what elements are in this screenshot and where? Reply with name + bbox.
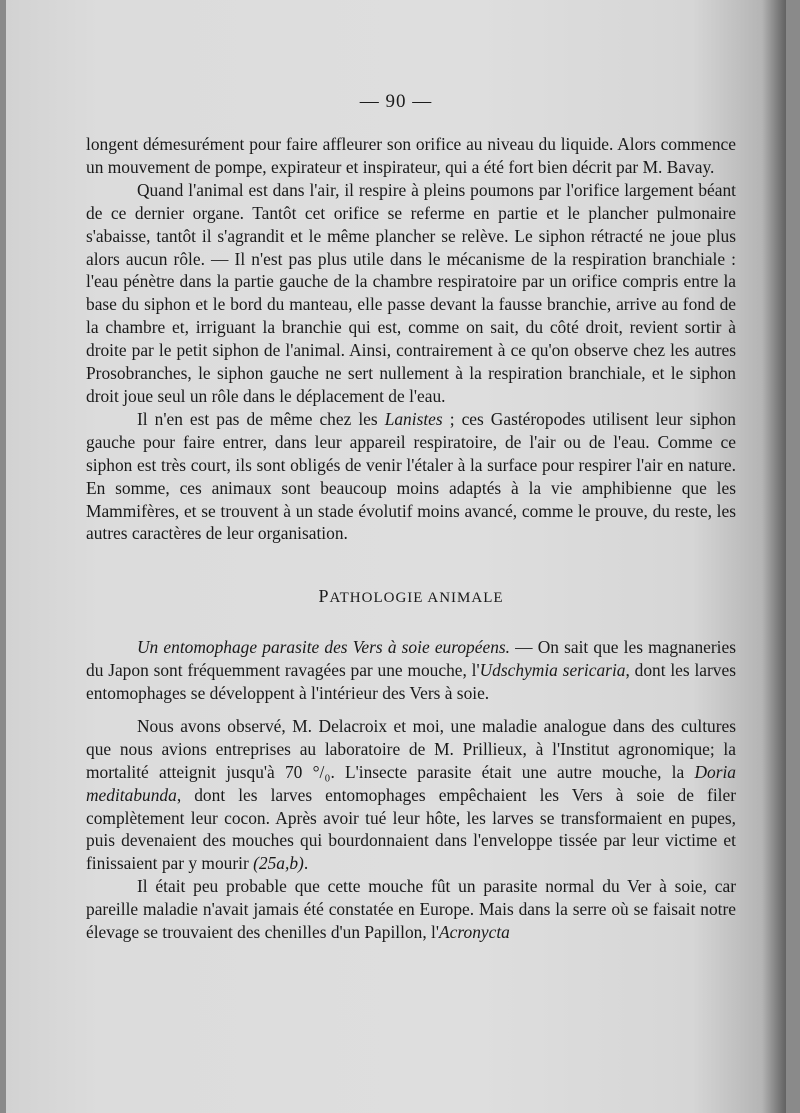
paragraph-3 <box>86 408 736 545</box>
heading-initial: P <box>318 586 330 607</box>
body-text <box>86 133 736 944</box>
paragraph-4 <box>86 636 736 705</box>
p4-text-a: — On sait que les magnaneries du Japon sont fréquemment ravagées par une mouche, l' <box>86 637 737 681</box>
reference-mark: (25a,b) <box>253 853 304 874</box>
p5-text-b: , dont les larves entomophages empêchaient les Vers à soie de filer complètement leur cocon. Après avoir tué leur hôte, les larves se transformaient en pupes, puis devenaient des mouches qui bourdonnaient dans l'enveloppe tissée par leur victime et finissaient par y mourir <box>86 784 736 874</box>
p3-text-a: Il n'en est pas de même chez les <box>137 408 385 429</box>
paragraph-2: Quand l'animal est dans l'air, il respire à pleins poumons par l'orifice largement béant de ce dernier organe. Tantôt cet orifice se referme en partie et le plancher pulmonaire s'abaisse, tantôt il s'agrandit et le même plancher se relève. Le siphon rétracté ne joue plus alors aucun rôle. — Il n'est pas plus utile dans le mécanisme de la respiration branchiale : l'eau pénètre dans la partie gauche de la chambre respiratoire par un orifice compris entre la base du siphon et le bord du manteau, elle passe devant la fausse branchie, arrive au fond de la chambre et, irriguant la branchie qui est, comme on sait, du côté droit, revient sortir à droite par le petit siphon de l'animal. Ainsi, contrairement à ce qu'on observe chez les autres Prosobranches, le siphon gauche ne sert nullement à la respiration branchiale, et le siphon droit joue seul un rôle dans le déplacement de l'eau. <box>86 179 736 406</box>
paragraph-6 <box>86 875 736 944</box>
page-number: — 90 — <box>359 91 433 112</box>
p4-text-b: , dont les larves entomophages se développent à l'intérieur des Vers à soie. <box>86 660 736 704</box>
species-acronycta: Acronycta <box>439 922 510 943</box>
page-edge-shadow <box>762 0 786 1113</box>
species-doria: Doria meditabunda <box>86 761 736 805</box>
p5-text-a: Nous avons observé, M. Delacroix et moi, une maladie analogue dans des cultures que nous avions entreprises au laboratoire de M. Prillieux, à l'Institut agronomique; la mortalité atteignit jusqu'à 70 °/₀. L'insecte parasite était une autre mouche, la <box>86 715 736 782</box>
species-udschymia: Udschymia sericaria <box>479 660 626 681</box>
p6-text-a: Il était peu probable que cette mouche fût un parasite normal du Ver à soie, car pareille maladie n'avait jamais été constatée en Europe. Mais dans la serre où se faisait notre élevage se trouvaient des chenilles d'un Papillon, l' <box>86 876 736 943</box>
p5-text-c: . <box>303 853 309 874</box>
p3-text-b: ; ces Gastéropodes utilisent leur siphon gauche pour faire entrer, dans leur appareil respiratoire, de l'air ou de l'eau. Comme ce siphon est très court, ils sont obligés de venir l'étaler à la surface pour respirer l'air en nature. En somme, ces animaux sont beaucoup moins adaptés à la vie amphibienne que les Mammifères, et se trouvent à un stade évolutif moins avancé, comme le prouve, du reste, les autres caractères de leur organisation. <box>86 408 736 544</box>
genus-lanistes: Lanistes <box>384 408 443 429</box>
scanned-page <box>6 0 786 1113</box>
paragraph-5 <box>86 715 736 875</box>
paragraph-1: longent démesurément pour faire affleurer son orifice au niveau du liquide. Alors commence un mouvement de pompe, expirateur et inspirateur, qui a été fort bien décrit par M. Bavay. <box>86 134 736 177</box>
heading-rest: ATHOLOGIE ANIMALE <box>329 590 504 607</box>
subsection-title: Un entomophage parasite des Vers à soie européens. <box>137 637 511 658</box>
section-heading <box>86 585 736 610</box>
